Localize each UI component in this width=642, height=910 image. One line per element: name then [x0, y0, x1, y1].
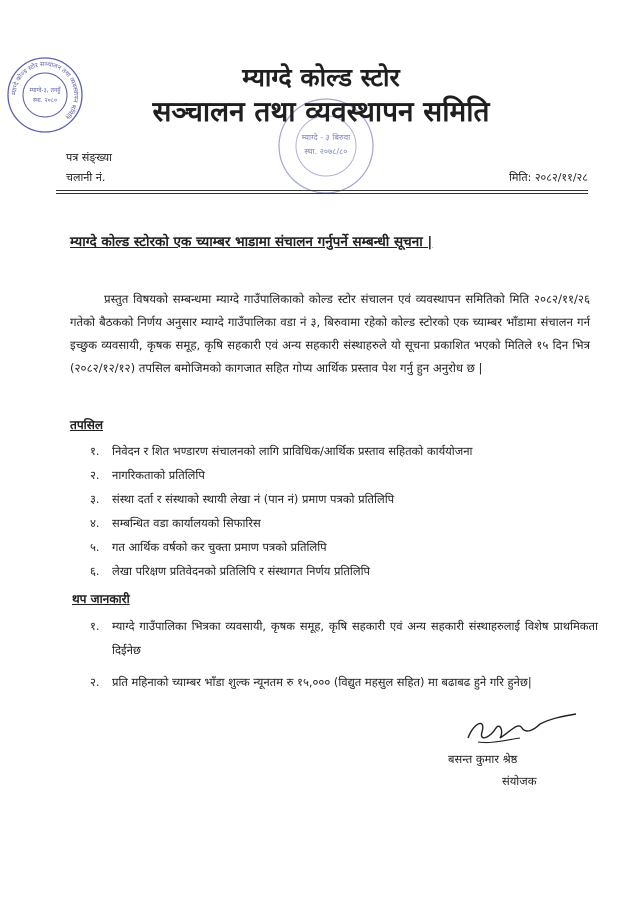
header-divider-second	[56, 193, 588, 194]
list-item: ३. संस्था दर्ता र संस्थाको स्थायी लेखा नं (पान नं) प्रमाण पत्रको प्रतिलिपि	[90, 492, 395, 506]
seal-mid-line2: स्था. २०७८/८०	[304, 147, 348, 156]
seal-left-line1: म्याग्दे-३, तनहुँ	[29, 87, 61, 94]
signature-block	[440, 706, 590, 816]
signatory-name: बसन्त कुमार श्रेष्ठ	[448, 752, 518, 766]
notice-date: मिति: २०८२/११/२८	[509, 171, 588, 184]
reference-number-label: पत्र संङ्ख्या	[66, 151, 112, 164]
organization-name: म्याग्दे कोल्ड स्टोर	[242, 63, 400, 92]
header-divider	[56, 190, 588, 191]
dispatch-number-label: चलानी नं.	[66, 171, 106, 184]
list-item: २. नागरिकताको प्रतिलिपि	[90, 468, 205, 482]
notice-body: प्रस्तुत विषयको सम्बन्धमा म्याग्दे गाउँपालिकाको कोल्ड स्टोर संचालन एवं व्यवस्थापन समितिको मिति २०८२/११/२६ गतेको बैठकको निर्णय अनुसार म्याग्दे गाउँपालिका वडा नं ३, बिरुवामा रहेको कोल्ड स्टोरको एक च्याम्बर भाँडामा संचालन गर्न इच्छुक व्यवसायी, कृषक समूह, कृषि सहकारी एवं अन्य सहकारी संस्थाहरुले यो सूचना प्रकाशित भएको मितिले १५ दिन भित्र (२०८२/१२/१२) तपसिल बमोजिमको कागजात सहित गोप्य आर्थिक प्रस्ताव पेश गर्नु हुन अनुरोध छ |	[70, 291, 590, 375]
seal-left-outer-text: म्याग्दे कोल्ड स्टोर सञ्चालन तथा व्यवस्थापन समिति	[10, 60, 80, 120]
list-item: २. प्रति महिनाको च्याम्बर भाँडा शुल्क न्यूनतम रु १५,००० (विद्युत महसुल सहित) मा बढाबढ हुने गरि हुनेछ|	[90, 675, 532, 689]
list-item: ४. सम्बन्धित वडा कार्यालयको सिफारिस	[90, 516, 261, 530]
handwritten-signature	[460, 708, 580, 752]
signatory-role: संयोजक	[502, 774, 537, 788]
seal-mid-line1: म्याग्दे - ३ बिरुवा	[301, 133, 351, 142]
seal-left-line2: स्था. २०८०	[33, 97, 57, 104]
notice-subject: म्याग्दे कोल्ड स्टोरको एक च्याम्बर भाडामा संचालन गर्नुपर्ने सम्बन्धी सूचना |	[70, 234, 433, 250]
details-heading: तपसिल	[70, 418, 104, 432]
more-info-heading: थप जानकारी	[72, 592, 130, 606]
list-item: १. निवेदन र शित भण्डारण संचालनको लागि प्राविधिक/आर्थिक प्रस्ताव सहितको कार्ययोजना	[90, 444, 473, 458]
details-list	[90, 444, 600, 588]
list-item: ६. लेखा परिक्षण प्रतिवेदनको प्रतिलिपि र संस्थागत निर्णय प्रतिलिपि	[90, 564, 370, 578]
more-info-list	[90, 614, 598, 702]
list-item: १. म्याग्दे गाउँपालिका भित्रका व्यवसायी, कृषक समूह, कृषि सहकारी एवं अन्य सहकारी संस्थाहरुलाई विशेष प्राथमिकता दिईनेछ	[90, 619, 598, 657]
list-item: ५. गत आर्थिक वर्षको कर चुक्ता प्रमाण पत्रको प्रतिलिपि	[90, 540, 327, 554]
committee-name: सञ्चालन तथा व्यवस्थापन समिति	[152, 95, 490, 128]
